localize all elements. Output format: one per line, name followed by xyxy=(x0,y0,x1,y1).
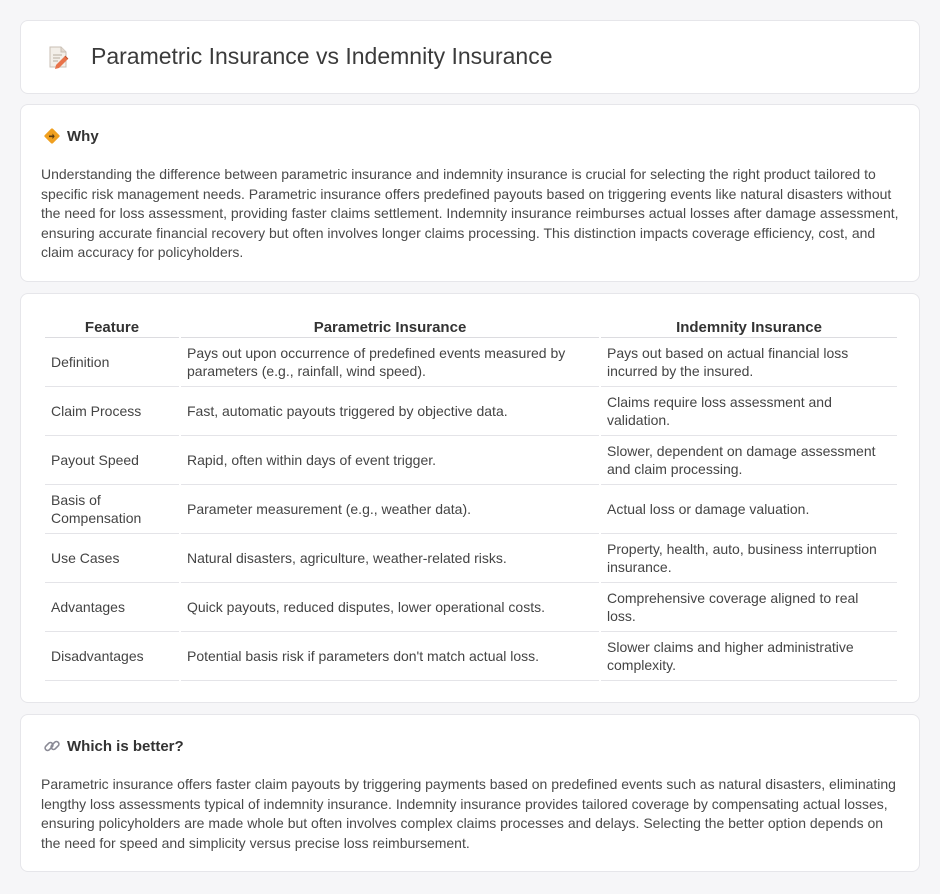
indemnity-cell: Slower, dependent on damage assessment and claim processing. xyxy=(601,436,897,485)
indemnity-cell: Claims require loss assessment and validation. xyxy=(601,387,897,436)
parametric-cell: Rapid, often within days of event trigger. xyxy=(181,436,599,485)
better-heading-row xyxy=(43,737,184,755)
table-row xyxy=(45,534,897,583)
header-indemnity: Indemnity Insurance xyxy=(601,316,897,338)
indemnity-cell: Slower claims and higher administrative complexity. xyxy=(601,632,897,681)
table-row xyxy=(45,485,897,534)
feature-cell: Basis of Compensation xyxy=(45,485,179,534)
indemnity-cell: Pays out based on actual financial loss incurred by the insured. xyxy=(601,338,897,387)
feature-cell: Payout Speed xyxy=(45,436,179,485)
parametric-cell: Pays out upon occurrence of predefined events measured by parameters (e.g., rainfall, wind speed). xyxy=(181,338,599,387)
comparison-card xyxy=(20,293,920,703)
parametric-cell: Quick payouts, reduced disputes, lower operational costs. xyxy=(181,583,599,632)
comparison-table xyxy=(43,316,899,681)
header-parametric: Parametric Insurance xyxy=(181,316,599,338)
table-row xyxy=(45,583,897,632)
title-card xyxy=(20,20,920,94)
page-title: Parametric Insurance vs Indemnity Insurance xyxy=(91,43,553,69)
table-row xyxy=(45,338,897,387)
title-row xyxy=(45,43,552,70)
table-row xyxy=(45,632,897,681)
table-row xyxy=(45,436,897,485)
parametric-cell: Parameter measurement (e.g., weather data). xyxy=(181,485,599,534)
why-card xyxy=(20,104,920,282)
why-heading-row xyxy=(43,127,99,145)
document-edit-icon xyxy=(45,44,71,70)
better-card xyxy=(20,714,920,872)
table-row xyxy=(45,387,897,436)
warning-sign-icon xyxy=(43,127,61,145)
indemnity-cell: Comprehensive coverage aligned to real loss. xyxy=(601,583,897,632)
better-text: Parametric insurance offers faster claim payouts by triggering payments based on predefined events such as natural disasters, eliminating lengthy loss assessments typical of indemnity insurance. Indemnity insurance provides tailored coverage by compensating actual losses, ensuring policyholders are made whole but often involves complex claims processes and delays. Selecting the better option depends on the need for speed and simplicity versus precise loss reimbursement. xyxy=(41,776,896,851)
parametric-cell: Potential basis risk if parameters don't match actual loss. xyxy=(181,632,599,681)
feature-cell: Definition xyxy=(45,338,179,387)
link-icon xyxy=(43,737,61,755)
feature-cell: Advantages xyxy=(45,583,179,632)
indemnity-cell: Actual loss or damage valuation. xyxy=(601,485,897,534)
parametric-cell: Natural disasters, agriculture, weather-related risks. xyxy=(181,534,599,583)
indemnity-cell: Property, health, auto, business interruption insurance. xyxy=(601,534,897,583)
feature-cell: Use Cases xyxy=(45,534,179,583)
table-header-row xyxy=(45,316,897,338)
why-text: Understanding the difference between parametric insurance and indemnity insurance is crucial for selecting the right product tailored to specific risk management needs. Parametric insurance offers predefined payouts based on triggering events like natural disasters without the need for loss assessment, providing faster claims settlement. Indemnity insurance reimburses actual losses after damage assessment, ensuring accurate financial recovery but often involves longer claims processing. This distinction impacts coverage efficiency, cost, and claim accuracy for policyholders. xyxy=(41,166,899,261)
better-heading: Which is better? xyxy=(67,737,184,755)
header-feature: Feature xyxy=(45,316,179,338)
parametric-cell: Fast, automatic payouts triggered by objective data. xyxy=(181,387,599,436)
feature-cell: Claim Process xyxy=(45,387,179,436)
feature-cell: Disadvantages xyxy=(45,632,179,681)
why-heading: Why xyxy=(67,127,99,145)
